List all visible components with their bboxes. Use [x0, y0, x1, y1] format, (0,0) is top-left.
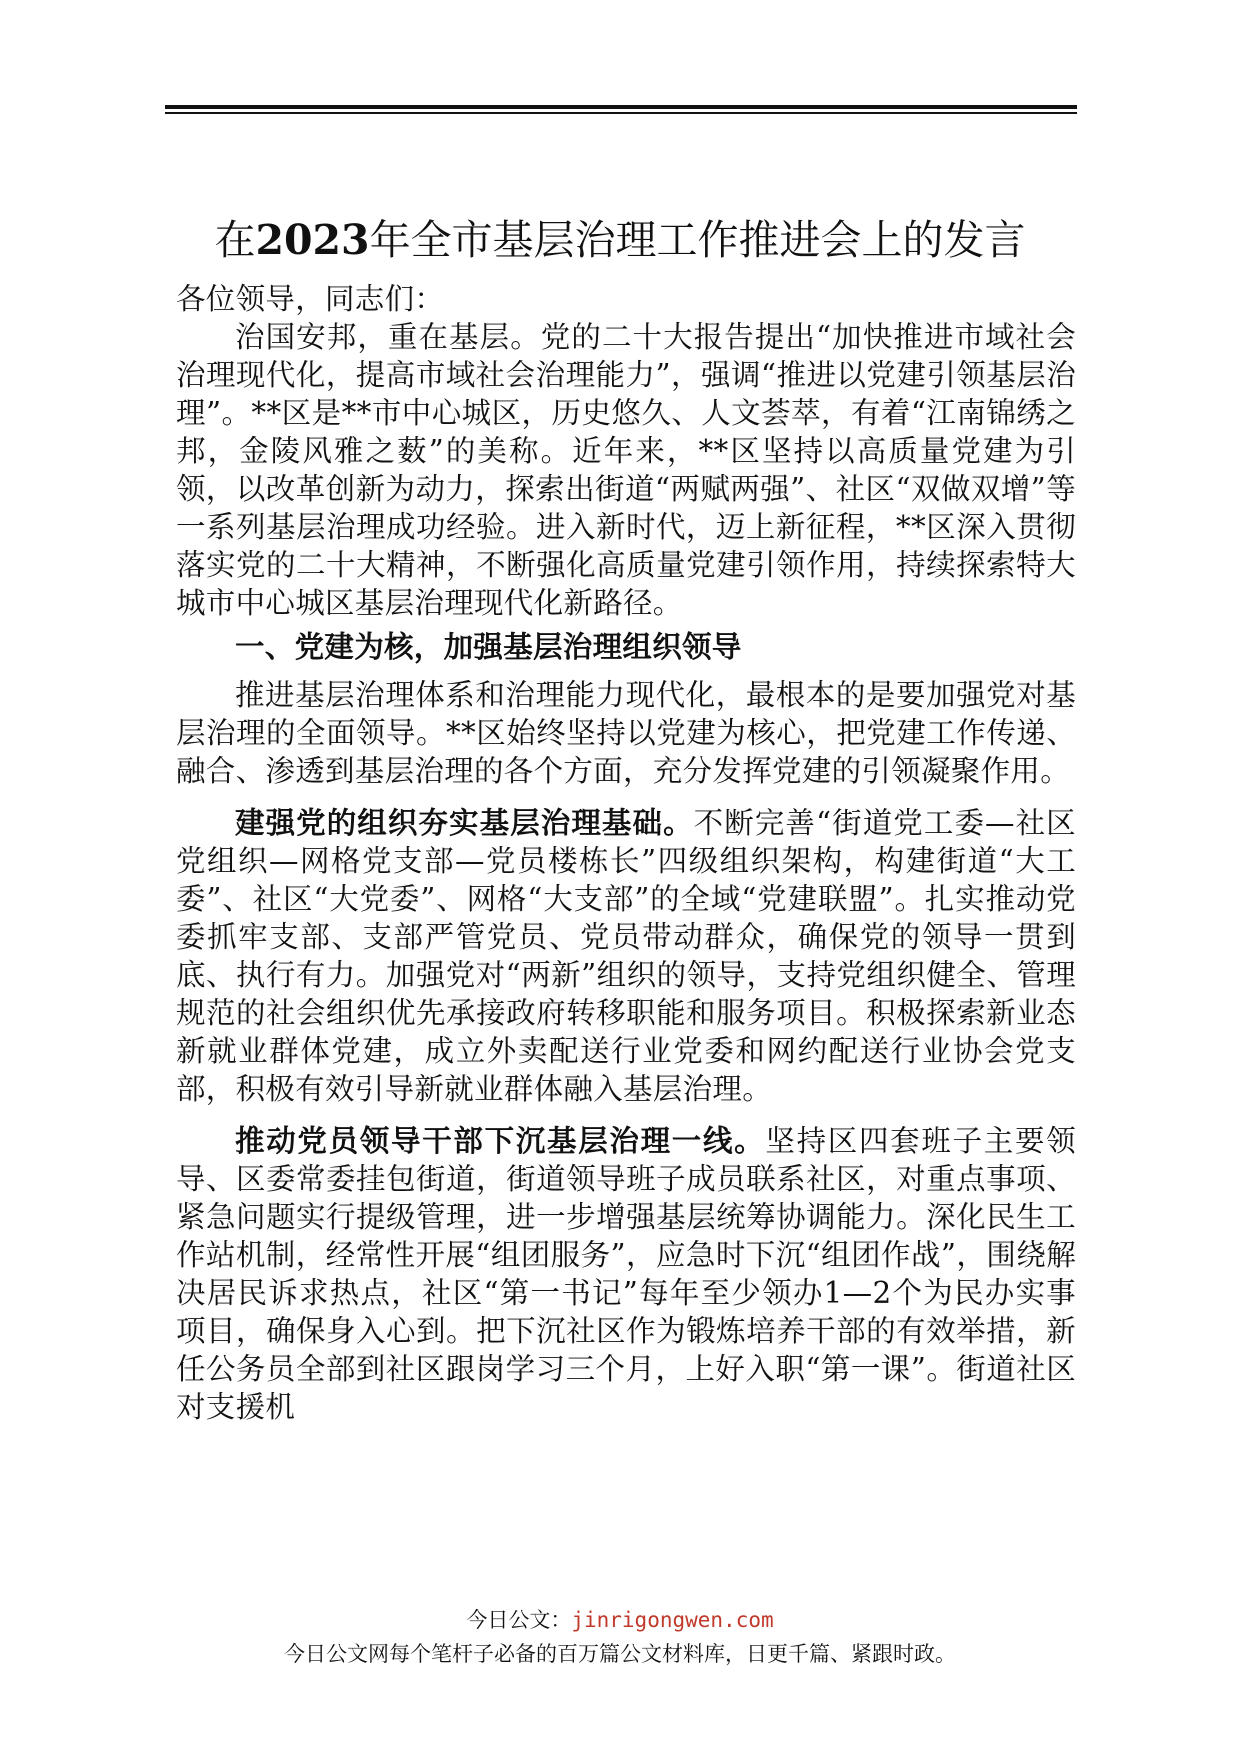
title-prefix: 在 [214, 216, 256, 264]
document-title [150, 210, 1090, 270]
title-year: 2023 [255, 216, 370, 264]
subsection-lead: 推动党员领导干部下沉基层治理一线。 [235, 1123, 766, 1158]
subsection-lead: 建强党的组织夯实基层治理基础。 [235, 805, 694, 840]
document-body [176, 280, 1076, 1426]
subsection-text: 坚持区四套班子主要领导、区委常委挂包街道，街道领导班子成员联系社区，对重点事项、紧急问题实行提级管理，进一步增强基层统筹协调能力。深化民生工作站机制，经常性开展“组团服务”，应急时下沉“组团作战”，围绕解决居民诉求热点，社区“第一书记”每年至少领办1—2个为民办实事项目，确保身入心到。把下沉社区作为锻炼培养干部的有效举措，新任公务员全部到社区跟岗学习三个月，上好入职“第一课”。街道社区对支援机 [176, 1124, 1076, 1424]
subsection-cadres [176, 1122, 1076, 1426]
subsection-organization [176, 804, 1076, 1108]
footer-slogan: 今日公文网每个笔杆子必备的百万篇公文材料库，日更千篇、紧跟时政。 [284, 1642, 956, 1666]
section-heading-1: 一、党建为核，加强基层治理组织领导 [235, 629, 742, 664]
footer-site-link[interactable]: jinrigongwen.com [571, 1608, 774, 1632]
title-suffix: 年全市基层治理工作推进会上的发言 [369, 216, 1026, 264]
footer-site-label: 今日公文： [466, 1608, 572, 1632]
intro-paragraph: 治国安邦，重在基层。党的二十大报告提出“加快推进市域社会治理现代化，提高市域社会治理能力”，强调“推进以党建引领基层治理”。**区是**市中心城区，历史悠久、人文荟萃，有着“江南锦绣之邦，金陵风雅之薮”的美称。近年来，**区坚持以高质量党建为引领，以改革创新为动力，探索出街道“两赋两强”、社区“双做双增”等一系列基层治理成功经验。进入新时代，迈上新征程，**区深入贯彻落实党的二十大精神，不断强化高质量党建引领作用，持续探索特大城市中心城区基层治理现代化新路径。 [176, 320, 1076, 620]
header-rule-thin [165, 112, 1077, 114]
footer-site-line [0, 1606, 1240, 1634]
subsection-text: 不断完善“街道党工委—社区党组织—网格党支部—党员楼栋长”四级组织架构，构建街道“大工委”、社区“大党委”、网格“大支部”的全域“党建联盟”。扎实推动党委抓牢支部、支部严管党员、党员带动群众，确保党的领导一贯到底、执行有力。加强党对“两新”组织的领导，支持党组织健全、管理规范的社会组织优先承接政府转移职能和服务项目。积极探索新业态新就业群体党建，成立外卖配送行业党委和网约配送行业协会党支部，积极有效引导新就业群体融入基层治理。 [176, 806, 1076, 1106]
section-paragraph-1: 推进基层治理体系和治理能力现代化，最根本的是要加强党对基层治理的全面领导。**区始终坚持以党建为核心，把党建工作传递、融合、渗透到基层治理的各个方面，充分发挥党建的引领凝聚作用。 [176, 678, 1076, 788]
header-rule-thick [165, 105, 1077, 109]
greeting: 各位领导，同志们： [176, 282, 445, 316]
